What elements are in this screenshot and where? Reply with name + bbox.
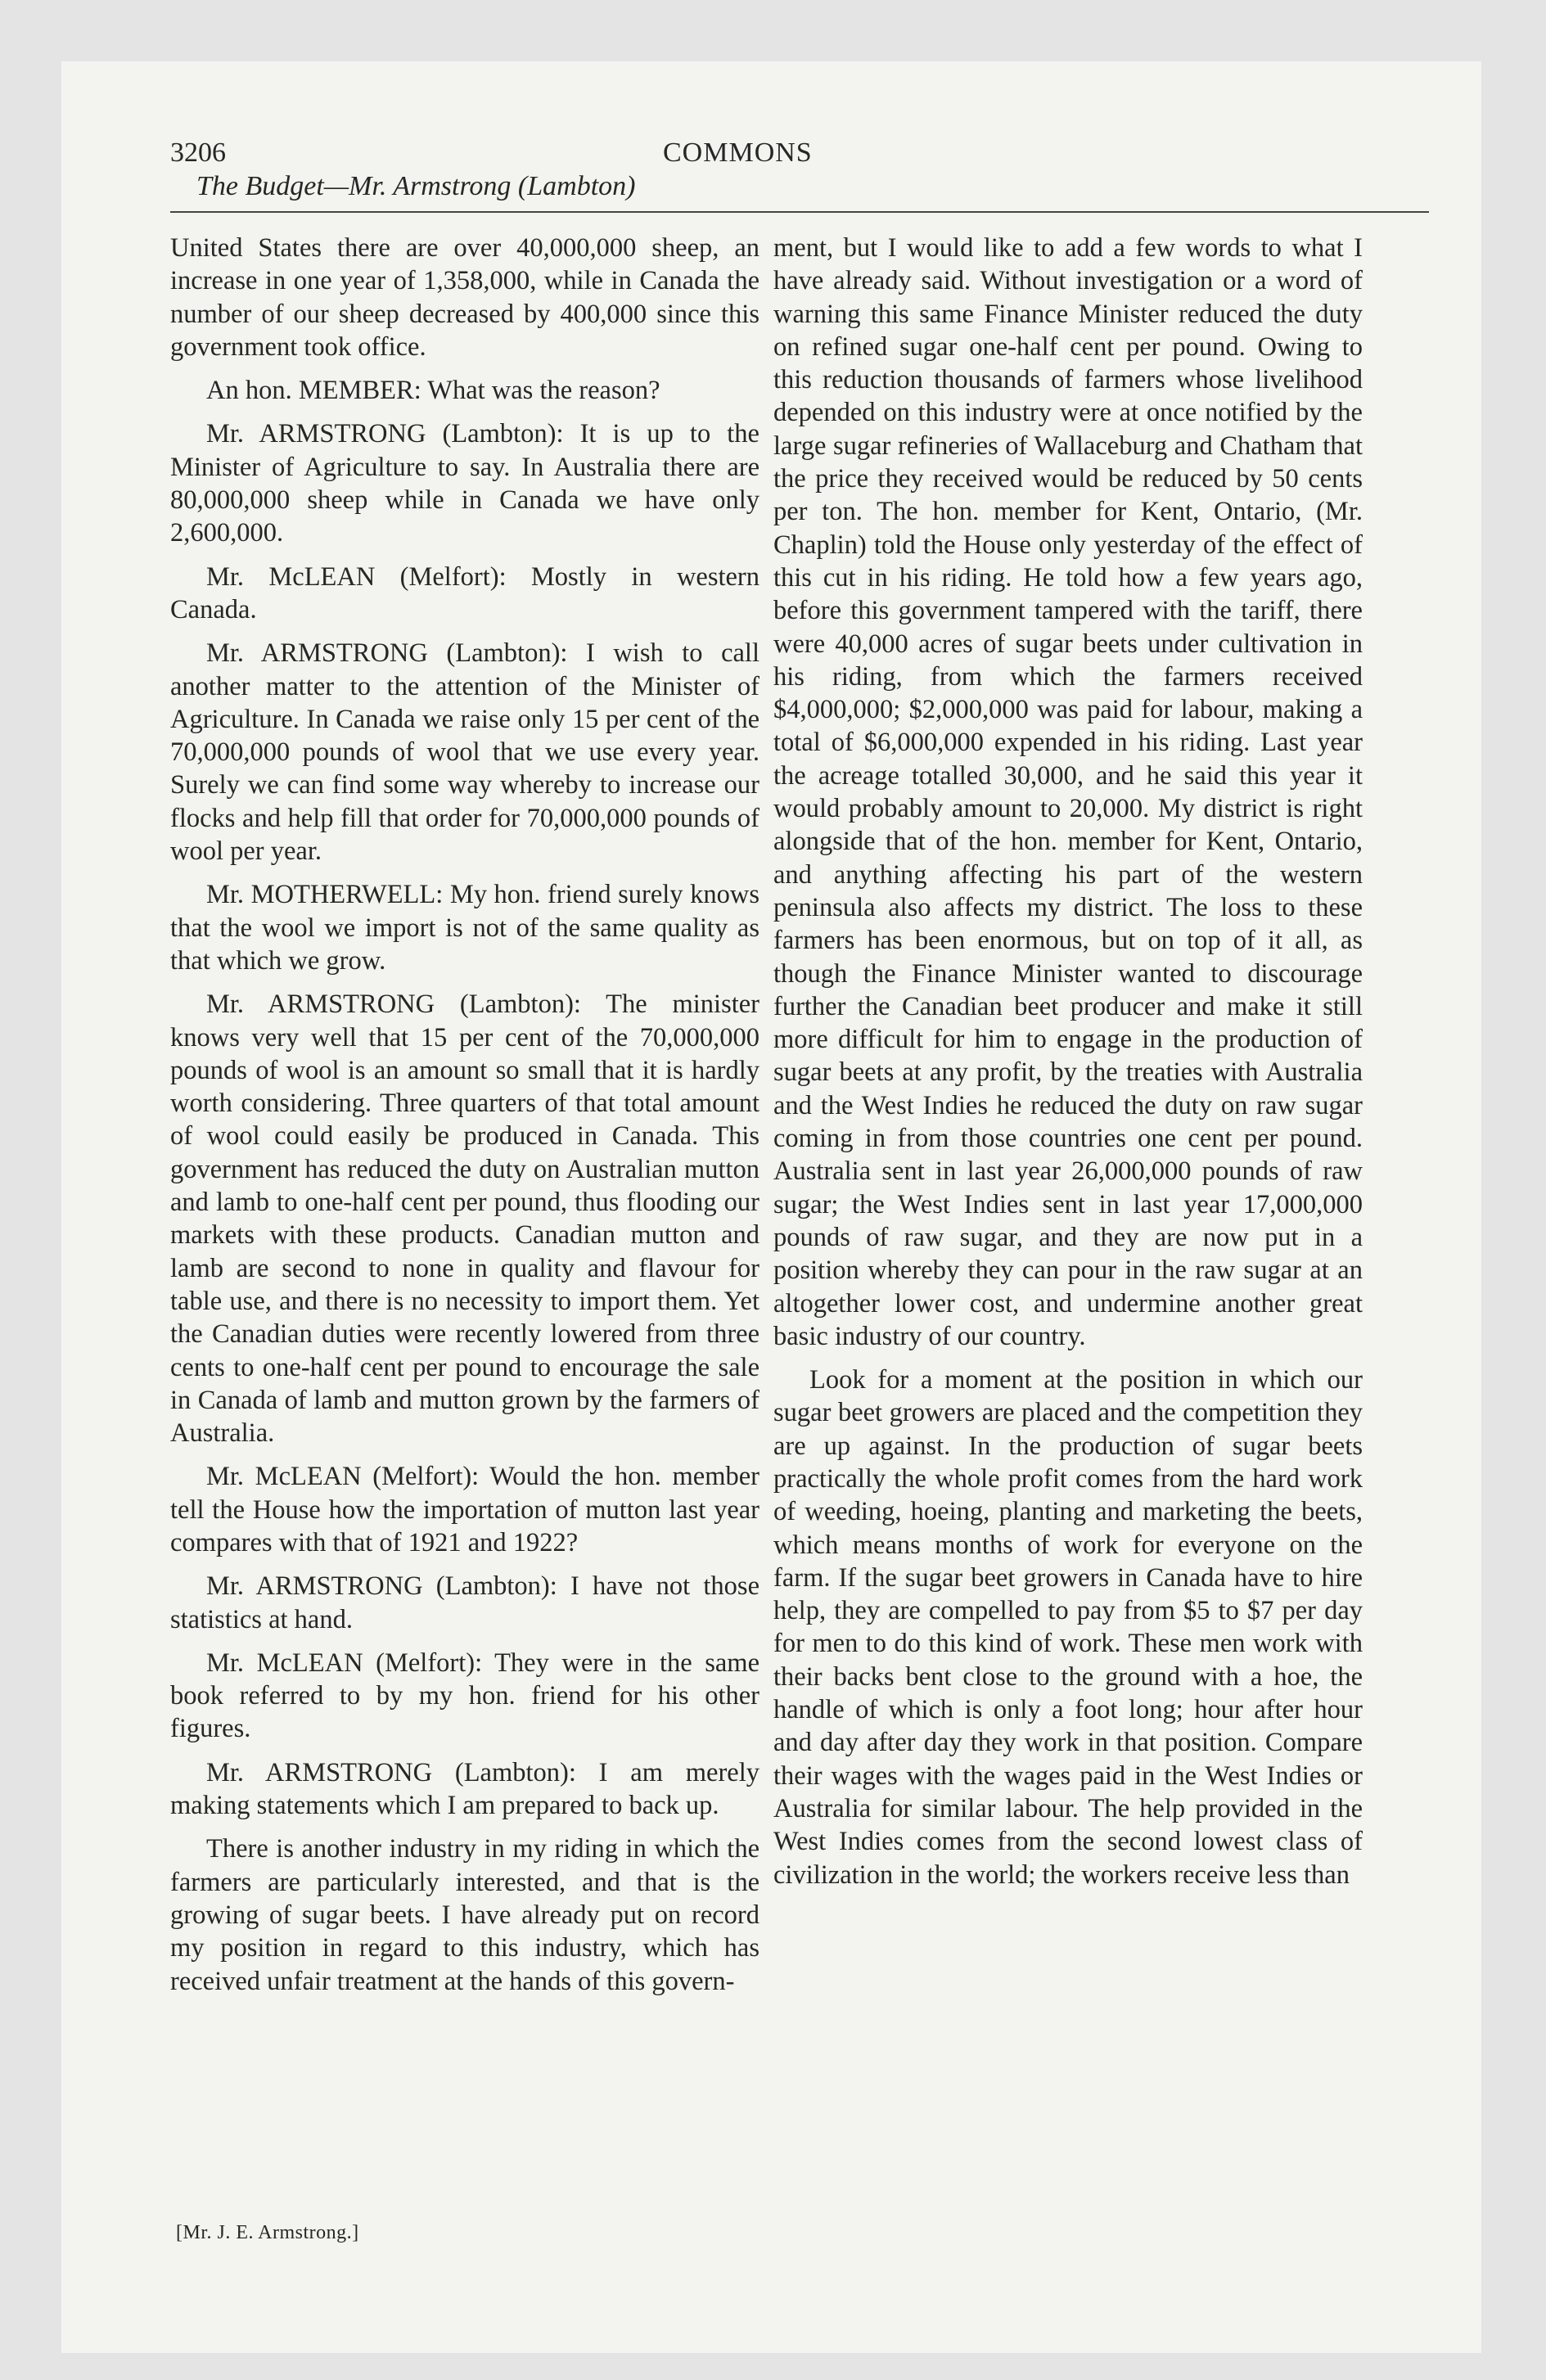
page-number: 3206: [170, 137, 226, 168]
paragraph: Mr. ARMSTRONG (Lambton): I wish to call another matter to the attention of the Minister of Agriculture. In Canada we raise only 15 per cent of the 70,000,000 pounds of wool that we use every year. Surely we can find some way whereby to increase our flocks and help fill that order for 70,000,000 pounds of wool per year.: [170, 638, 759, 867]
paragraph: Mr. ARMSTRONG (Lambton): I am merely making statements which I am prepared to back up.: [170, 1757, 759, 1821]
left-column: [170, 232, 759, 2008]
paragraph: An hon. MEMBER: What was the reason?: [206, 376, 660, 406]
paragraph: Mr. ARMSTRONG (Lambton): I have not those statistics at hand.: [170, 1571, 759, 1634]
paragraph: Mr. McLEAN (Melfort): Would the hon. member tell the House how the importation of mutton last year compares with that of 1921 and 1922?: [170, 1462, 759, 1557]
paragraph: Mr. ARMSTRONG (Lambton): It is up to the Minister of Agriculture to say. In Australia there are 80,000,000 sheep while in Canada we have only 2,600,000.: [170, 419, 759, 548]
paragraph: Mr. McLEAN (Melfort): They were in the same book referred to by my hon. friend for his other figures.: [170, 1648, 759, 1744]
paragraph: Mr. McLEAN (Melfort): Mostly in western Canada.: [170, 561, 759, 624]
page: [61, 61, 1481, 2353]
paragraph: ment, but I would like to add a few words to what I have already said. Without investigation or a word of warning this same Finance Minister reduced the duty on refined sugar one-half cent per pound. Owing to this reduction thousands of farmers whose livelihood depended on this industry were at once notified by the large sugar refineries of Wallaceburg and Chatham that the price they received would be reduced by 50 cents per ton. The hon. member for Kent, Ontario, (Mr. Chaplin) told the House only yesterday of the effect of this cut in his riding. He told how a few years ago, before this government tampered with the tariff, there were 40,000 acres of sugar beets under cultivation in his riding, from which the farmers received $4,000,000; $2,000,000 was paid for labour, making a total of $6,000,000 expended in his riding. Last year the acreage totalled 30,000, and he said this year it would probably amount to 20,000. My district is right alongside that of the hon. member for Kent, Ontario, and anything affecting his part of the western peninsula also affects my district. The loss to these farmers has been enormous, but on top of it all, as though the Finance Minister wanted to discourage further the Canadian beet producer and make it still more difficult for him to engage in the production of sugar beets at any profit, by the treaties with Australia and the West Indies he reduced the duty on raw sugar coming in from those countries one cent per pound. Australia sent in last year 26,000,000 pounds of raw sugar; the West Indies sent in last year 17,000,000 pounds of raw sugar, and they are now put in a position whereby they can pour in the raw sugar at an altogether lower cost, and undermine another great basic industry of our country.: [773, 233, 1363, 1351]
header-rule: [170, 211, 1429, 213]
speaker-note: [Mr. J. E. Armstrong.]: [176, 2222, 359, 2243]
paragraph: There is another industry in my riding in which the farmers are particularly interested, and that is the growing of sugar beets. I have already put on record my position in regard to this industry, which has received unfair treatment at the hands of this govern-: [170, 1834, 759, 1996]
running-title: The Budget—Mr. Armstrong (Lambton): [196, 171, 636, 201]
paragraph: Mr. ARMSTRONG (Lambton): The minister knows very well that 15 per cent of the 70,000,000 pounds of wool is an amount so small that it is hardly worth considering. Three quarters of that total amount of wool could easily be produced in Canada. This government has reduced the duty on Australian mutton and lamb to one-half cent per pound, thus flooding our markets with these products. Canadian mutton and lamb are second to none in quality and flavour for table use, and there is no necessity to import them. Yet the Canadian duties were recently lowered from three cents to one-half cent per pound to encourage the sale in Canada of lamb and mutton grown by the farmers of Australia.: [170, 989, 759, 1449]
right-column: [773, 232, 1363, 1902]
paragraph: Look for a moment at the position in which our sugar beet growers are placed and the competition they are up against. In the production of sugar beets practically the whole profit comes from the hard work of weeding, hoeing, planting and marketing the beets, which means months of work for everyone on the farm. If the sugar beet growers in Canada have to hire help, they are compelled to pay from $5 to $7 per day for men to do this kind of work. These men work with their backs bent close to the ground with a hoe, the handle of which is only a foot long; hour after hour and day after day they work in that position. Compare their wages with the wages paid in the West Indies or Australia for similar labour. The help provided in the West Indies comes from the second lowest class of civilization in the world; the workers receive less than: [773, 1365, 1363, 1890]
paragraph: United States there are over 40,000,000 sheep, an increase in one year of 1,358,000, while in Canada the number of our sheep decreased by 400,000 since this government took office.: [170, 233, 759, 362]
paragraph: Mr. MOTHERWELL: My hon. friend surely knows that the wool we import is not of the same quality as that which we grow.: [170, 880, 759, 976]
chamber-title: COMMONS: [663, 137, 813, 168]
